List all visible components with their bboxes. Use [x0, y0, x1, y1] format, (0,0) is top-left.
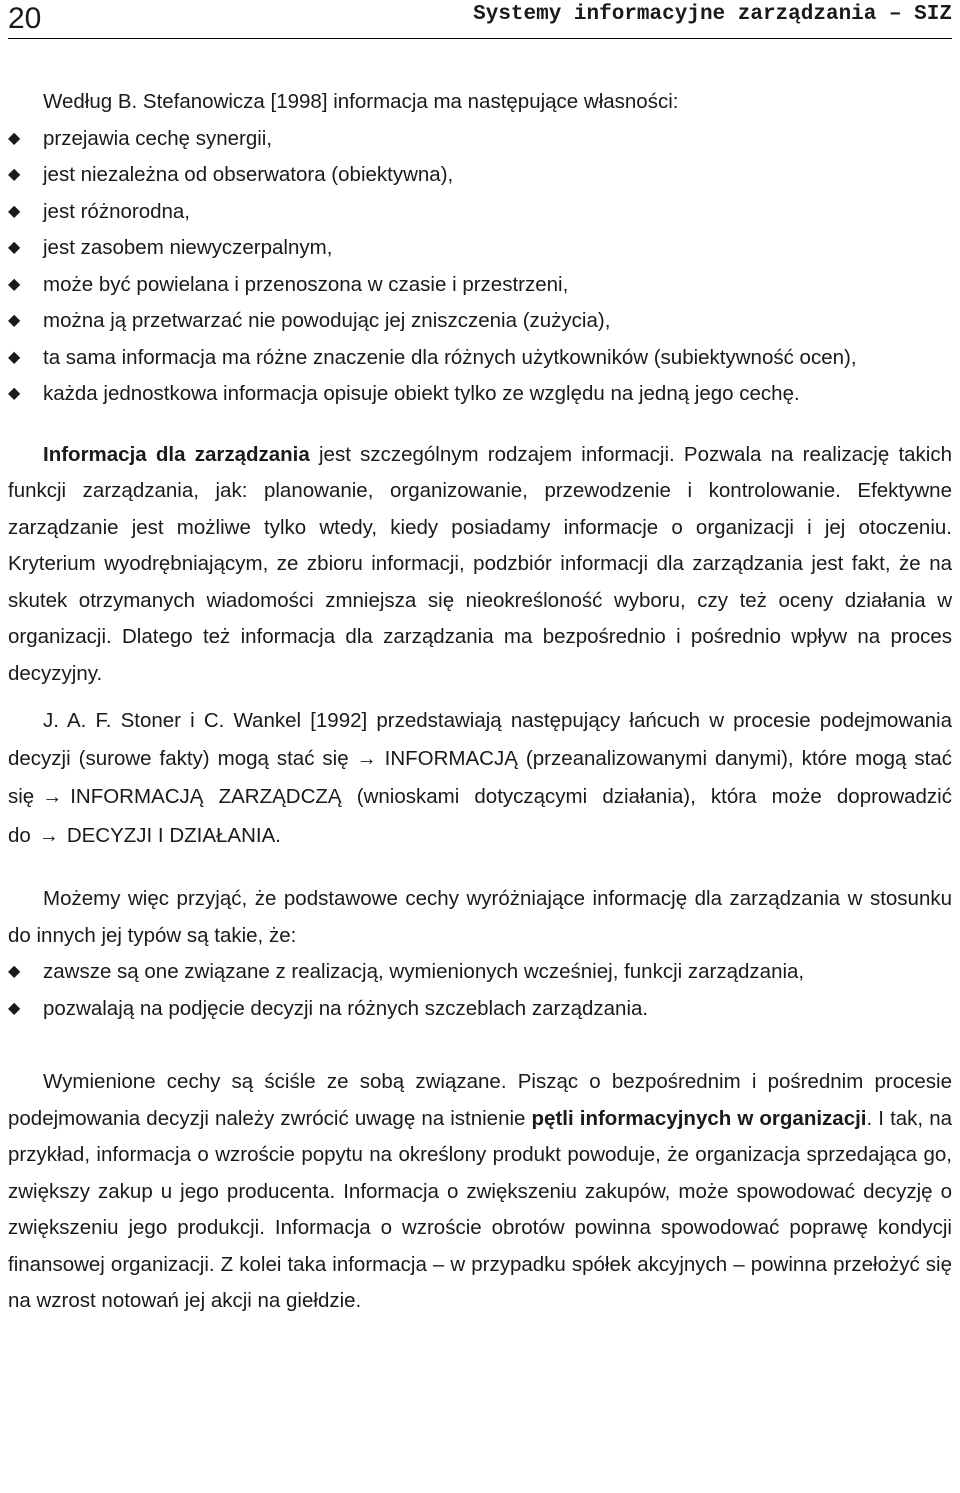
page-header [8, 0, 952, 39]
page-body [8, 84, 952, 1320]
right-arrow-icon: → [356, 747, 377, 770]
intro-paragraph: Według B. Stefanowicza [1998] informacja ma następujące własności: [43, 90, 679, 113]
management-paragraph: Informacja dla zarządzania jest szczególnym rodzajem informacji. Pozwala na realizację takich funkcji zarządzania, jak: planowanie, organizowanie, przewodzenie i kontrolowanie. Efektywne zarządzanie jest możliwe tylko wtedy, kiedy posiadamy informacje o organizacji i jej otoczeniu. Kryterium wyodrębniającym, ze zbioru informacji, podzbiór informacji dla zarządzania jest fakt, że na skutek otrzymanych wiadomości zmniejsza się nieokreśloność wyboru, czy też oceny działania w organizacji. Dlatego też informacja dla zarządzania ma bezpośrednio i pośrednio wpływ na proces decyzyjny. [8, 442, 952, 685]
right-arrow-icon: → [38, 824, 59, 847]
features-list [8, 954, 952, 1027]
loop-term: pętli informacyjnych w organizacji [531, 1106, 867, 1130]
diamond-icon: ◆ [8, 963, 21, 980]
list-item: ◆ jest niezależna od obserwatora (obiektywna), [8, 157, 952, 194]
diamond-icon: ◆ [8, 166, 21, 183]
list-item: ◆ może być powielana i przenoszona w czasie i przestrzeni, [8, 267, 952, 304]
features-paragraph: Możemy więc przyjąć, że podstawowe cechy wyróżniające informację dla zarządzania w stosunku do innych jej typów są takie, że: [8, 887, 952, 947]
diamond-icon: ◆ [8, 275, 21, 293]
right-arrow-icon: → [42, 786, 63, 808]
stoner-paragraph: J. A. F. Stoner i C. Wankel [1992] przedstawiają następujący łańcuch w procesie podejmowania decyzji (surowe fakty) mogą stać się → INFORMACJĄ (przeanalizowanymi danymi), które mogą stać się → INFORMACJĄ ZARZĄDCZĄ (wnioskami dotyczącymi działania), która może doprowadzić do → DECYZJI I DZIAŁANIA. [8, 709, 952, 847]
diamond-icon: ◆ [8, 129, 21, 147]
diamond-icon: ◆ [8, 999, 21, 1017]
diamond-icon: ◆ [8, 202, 21, 220]
list-item: ◆ przejawia cechę synergii, [8, 121, 952, 158]
loop-paragraph: Wymienione cechy są ściśle ze sobą związane. Pisząc o bezpośrednim i pośrednim procesie podejmowania decyzji należy zwrócić uwagę na istnienie pętli informacyjnych w organizacji. I tak, na przykład, informacja o wzroście popytu na określony produkt powoduje, że organizacja sprzedająca go, zwiększy zakup u jego producenta. Informacja o zwiększeniu zakupów, może spowodować decyzję o zwiększeniu jego produkcji. Informacja o wzroście obrotów powinna spowodować poprawę kondycji finansowej organizacji. Z kolei taka informacja – w przypadku spółek akcyjnych – powinna przełożyć się na wzrost notowań jej akcji na giełdzie. [8, 1070, 953, 1312]
diamond-icon: ◆ [8, 239, 21, 256]
list-item: ◆ ta sama informacja ma różne znaczenie dla różnych użytkowników (subiektywność ocen), [8, 340, 952, 377]
list-item: ◆ jest zasobem niewyczerpalnym, [8, 230, 952, 267]
list-item: ◆ można ją przetwarzać nie powodując jej zniszczenia (zużycia), [8, 303, 952, 340]
management-lead: Informacja dla zarządzania [43, 442, 310, 466]
list-item: ◆ pozwalają na podjęcie decyzji na różnych szczeblach zarządzania. [8, 991, 952, 1028]
properties-list [8, 121, 952, 413]
list-item: ◆ zawsze są one związane z realizacją, wymienionych wcześniej, funkcji zarządzania, [8, 954, 952, 991]
list-item: ◆ każda jednostkowa informacja opisuje obiekt tylko ze względu na jedną jego cechę. [8, 376, 952, 413]
diamond-icon: ◆ [8, 385, 21, 402]
list-item: ◆ jest różnorodna, [8, 194, 952, 231]
diamond-icon: ◆ [8, 348, 21, 366]
page-number: 20 [8, 2, 42, 35]
diamond-icon: ◆ [8, 312, 21, 329]
running-title: Systemy informacyjne zarządzania – SIZ [473, 3, 952, 26]
